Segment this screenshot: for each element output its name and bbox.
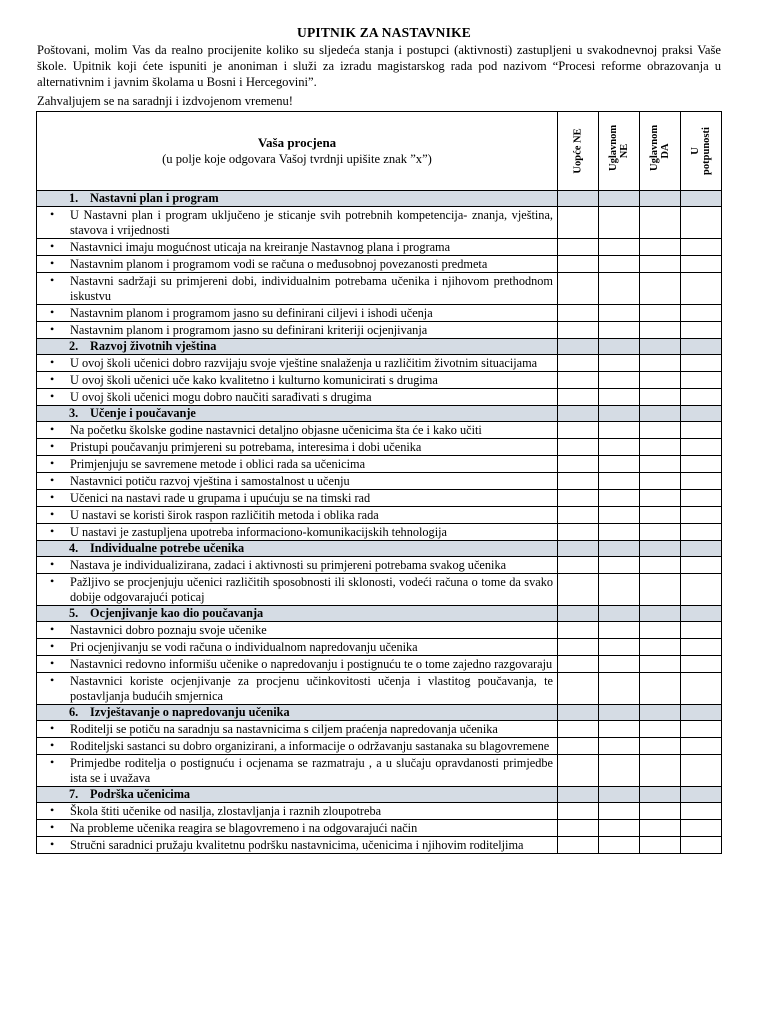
- question-row: [37, 256, 722, 273]
- answer-cell[interactable]: [558, 273, 599, 305]
- question-cell: [37, 473, 558, 490]
- answer-cell[interactable]: [640, 524, 681, 541]
- answer-cell[interactable]: [558, 256, 599, 273]
- section-header-row: [37, 339, 722, 355]
- answer-cell[interactable]: [640, 239, 681, 256]
- question-text: Pri ocjenjivanju se vodi računa o individualnom napredovanju učenika: [70, 640, 418, 654]
- answer-cell[interactable]: [599, 803, 640, 820]
- bullet-icon: •: [50, 389, 55, 403]
- section-option-cell: [558, 541, 599, 557]
- answer-cell[interactable]: [558, 673, 599, 705]
- answer-cell[interactable]: [681, 837, 722, 854]
- section-option-cell: [599, 705, 640, 721]
- answer-cell[interactable]: [558, 389, 599, 406]
- answer-cell[interactable]: [640, 256, 681, 273]
- document-title: UPITNIK ZA NASTAVNIKE: [297, 25, 471, 40]
- question-cell: [37, 820, 558, 837]
- section-option-cell: [558, 406, 599, 422]
- section-name: Izvještavanje o napredovanju učenika: [90, 705, 290, 719]
- answer-cell[interactable]: [640, 820, 681, 837]
- question-text: Nastavnici koriste ocjenjivanje za procjenu učinkovitosti učenja i vlastitog poučavanja, te postavljanja budućih smjernica: [70, 674, 553, 703]
- section-header-row: [37, 705, 722, 721]
- question-row: [37, 656, 722, 673]
- question-text: U ovoj školi učenici uče kako kvalitetno i kulturno komunicirati s drugima: [70, 373, 438, 387]
- question-cell: [37, 803, 558, 820]
- question-row: [37, 738, 722, 755]
- question-row: [37, 673, 722, 705]
- answer-cell[interactable]: [640, 574, 681, 606]
- answer-cell[interactable]: [640, 755, 681, 787]
- answer-cell[interactable]: [558, 473, 599, 490]
- question-cell: [37, 574, 558, 606]
- section-option-cell: [558, 339, 599, 355]
- answer-cell[interactable]: [558, 322, 599, 339]
- answer-cell[interactable]: [681, 456, 722, 473]
- section-title: [37, 705, 558, 721]
- option-header-none: [558, 112, 599, 191]
- bullet-icon: •: [50, 490, 55, 504]
- section-header-row: [37, 191, 722, 207]
- question-row: [37, 207, 722, 239]
- section-title: [37, 339, 558, 355]
- section-name: Ocjenjivanje kao dio poučavanja: [90, 606, 264, 620]
- question-text: U nastavi se koristi širok raspon različitih metoda i oblika rada: [70, 508, 379, 522]
- question-text: Nastavnici redovno informišu učenike o napredovanju i postignuću te o tome zajedno razgovaraju: [70, 657, 553, 671]
- assessment-instruction: (u polje koje odgovara Vašoj tvrdnji upišite znak ”x”): [162, 152, 432, 166]
- question-cell: [37, 439, 558, 456]
- answer-cell[interactable]: [681, 256, 722, 273]
- answer-cell[interactable]: [640, 507, 681, 524]
- section-option-cell: [640, 705, 681, 721]
- answer-cell[interactable]: [558, 507, 599, 524]
- bullet-icon: •: [50, 755, 55, 769]
- question-text: Nastavnim planom i programom jasno su definirani ciljevi i ishodi učenja: [70, 306, 433, 320]
- answer-cell[interactable]: [640, 372, 681, 389]
- question-row: [37, 622, 722, 639]
- option-header-mostly-yes: [640, 112, 681, 191]
- question-text: Škola štiti učenike od nasilja, zlostavljanja i raznih zloupotreba: [70, 804, 382, 818]
- question-row: [37, 820, 722, 837]
- option-label: Uopće NE: [572, 128, 584, 174]
- bullet-icon: •: [50, 372, 55, 386]
- bullet-icon: •: [50, 439, 55, 453]
- answer-cell[interactable]: [640, 473, 681, 490]
- question-row: [37, 837, 722, 854]
- option-header-fully: [681, 112, 722, 191]
- question-text: U ovoj školi učenici mogu dobro naučiti sarađivati s drugima: [70, 390, 372, 404]
- answer-cell[interactable]: [599, 305, 640, 322]
- intro-paragraph: [37, 42, 721, 90]
- answer-cell[interactable]: [681, 721, 722, 738]
- answer-cell[interactable]: [558, 557, 599, 574]
- bullet-icon: •: [50, 507, 55, 521]
- section-option-cell: [640, 339, 681, 355]
- answer-cell[interactable]: [681, 803, 722, 820]
- section-title: [37, 406, 558, 422]
- answer-cell[interactable]: [681, 656, 722, 673]
- question-row: [37, 490, 722, 507]
- answer-cell[interactable]: [681, 673, 722, 705]
- section-option-cell: [599, 606, 640, 622]
- answer-cell[interactable]: [558, 721, 599, 738]
- answer-cell[interactable]: [640, 738, 681, 755]
- answer-cell[interactable]: [681, 273, 722, 305]
- answer-cell[interactable]: [558, 837, 599, 854]
- answer-cell[interactable]: [640, 490, 681, 507]
- section-number: 3.: [69, 406, 79, 420]
- question-text: Stručni saradnici pružaju kvalitetnu podršku nastavnicima, učenicima i njihovim roditeljima: [70, 838, 524, 852]
- answer-cell[interactable]: [599, 673, 640, 705]
- answer-cell[interactable]: [681, 820, 722, 837]
- section-header-row: [37, 541, 722, 557]
- answer-cell[interactable]: [640, 439, 681, 456]
- question-cell: [37, 673, 558, 705]
- question-row: [37, 507, 722, 524]
- answer-cell[interactable]: [599, 755, 640, 787]
- answer-cell[interactable]: [558, 820, 599, 837]
- question-cell: [37, 639, 558, 656]
- answer-cell[interactable]: [640, 389, 681, 406]
- question-row: [37, 422, 722, 439]
- question-cell: [37, 389, 558, 406]
- answer-cell[interactable]: [558, 738, 599, 755]
- section-number: 4.: [69, 541, 79, 555]
- section-option-cell: [681, 191, 722, 207]
- answer-cell[interactable]: [599, 372, 640, 389]
- question-row: [37, 439, 722, 456]
- answer-cell[interactable]: [681, 305, 722, 322]
- section-option-cell: [681, 606, 722, 622]
- answer-cell[interactable]: [640, 305, 681, 322]
- option-header-mostly-no: [599, 112, 640, 191]
- answer-cell[interactable]: [558, 656, 599, 673]
- question-cell: [37, 372, 558, 389]
- answer-cell[interactable]: [599, 473, 640, 490]
- answer-cell[interactable]: [599, 656, 640, 673]
- bullet-icon: •: [50, 207, 55, 221]
- section-option-cell: [681, 339, 722, 355]
- thanks-text: Zahvaljujem se na saradnji i izdvojenom vremenu!: [37, 94, 293, 108]
- answer-cell[interactable]: [681, 239, 722, 256]
- question-row: [37, 755, 722, 787]
- table-header-row: [37, 112, 722, 191]
- answer-cell[interactable]: [599, 622, 640, 639]
- answer-cell[interactable]: [640, 207, 681, 239]
- section-option-cell: [640, 541, 681, 557]
- question-cell: [37, 622, 558, 639]
- section-option-cell: [599, 406, 640, 422]
- answer-cell[interactable]: [558, 439, 599, 456]
- question-cell: [37, 557, 558, 574]
- bullet-icon: •: [50, 639, 55, 653]
- section-number: 5.: [69, 606, 79, 620]
- answer-cell[interactable]: [640, 322, 681, 339]
- answer-cell[interactable]: [558, 490, 599, 507]
- section-header-row: [37, 606, 722, 622]
- section-title: [37, 191, 558, 207]
- bullet-icon: •: [50, 322, 55, 336]
- option-label: U potpunosti: [690, 127, 712, 175]
- answer-cell[interactable]: [681, 207, 722, 239]
- section-option-cell: [681, 705, 722, 721]
- section-title: [37, 541, 558, 557]
- bullet-icon: •: [50, 803, 55, 817]
- question-cell: [37, 273, 558, 305]
- assessment-title: Vaša procjena: [257, 135, 337, 150]
- question-cell: [37, 305, 558, 322]
- answer-cell[interactable]: [599, 422, 640, 439]
- question-cell: [37, 239, 558, 256]
- section-name: Nastavni plan i program: [90, 191, 219, 205]
- answer-cell[interactable]: [599, 207, 640, 239]
- question-row: [37, 639, 722, 656]
- answer-cell[interactable]: [681, 490, 722, 507]
- question-cell: [37, 656, 558, 673]
- question-text: Nastavnim planom i programom vodi se računa o međusobnoj povezanosti predmeta: [70, 257, 488, 271]
- question-row: [37, 803, 722, 820]
- section-title: [37, 606, 558, 622]
- question-row: [37, 473, 722, 490]
- answer-cell[interactable]: [640, 557, 681, 574]
- question-text: Roditeljski sastanci su dobro organizirani, a informacije o održavanju sastanaka su blagovremene: [70, 739, 550, 753]
- answer-cell[interactable]: [681, 422, 722, 439]
- answer-cell[interactable]: [681, 439, 722, 456]
- answer-cell[interactable]: [558, 456, 599, 473]
- answer-cell[interactable]: [681, 639, 722, 656]
- question-text: Nastavni sadržaji su primjereni dobi, individualnim potrebama učenika i njihovom prethodnom iskustvu: [70, 274, 553, 303]
- section-option-cell: [640, 606, 681, 622]
- answer-cell[interactable]: [599, 239, 640, 256]
- section-option-cell: [558, 787, 599, 803]
- question-row: [37, 721, 722, 738]
- answer-cell[interactable]: [558, 355, 599, 372]
- bullet-icon: •: [50, 574, 55, 588]
- answer-cell[interactable]: [681, 473, 722, 490]
- answer-cell[interactable]: [599, 574, 640, 606]
- answer-cell[interactable]: [558, 574, 599, 606]
- section-title: [37, 787, 558, 803]
- section-option-cell: [599, 541, 640, 557]
- answer-cell[interactable]: [640, 673, 681, 705]
- question-cell: [37, 422, 558, 439]
- section-name: Učenje i poučavanje: [90, 406, 196, 420]
- question-text: Pristupi poučavanju primjereni su potrebama, interesima i dobi učenika: [70, 440, 422, 454]
- answer-cell[interactable]: [558, 305, 599, 322]
- answer-cell[interactable]: [599, 439, 640, 456]
- answer-cell[interactable]: [599, 256, 640, 273]
- answer-cell[interactable]: [599, 524, 640, 541]
- answer-cell[interactable]: [681, 755, 722, 787]
- question-row: [37, 557, 722, 574]
- intro-text: Poštovani, molim Vas da realno procijenite koliko su sljedeća stanja i postupci (aktivnosti) zastupljeni u svakodnevnoj praksi Vaše škole. Upitnik koji ćete ispuniti je anoniman i služi za izradu magistarskog rada pod nazivom “Procesi reforme obrazovanja u alternativnim i javnim školama u Bosni i Hercegovini”.: [37, 43, 721, 89]
- answer-cell[interactable]: [640, 656, 681, 673]
- answer-cell[interactable]: [681, 372, 722, 389]
- section-header-row: [37, 787, 722, 803]
- question-text: Na probleme učenika reagira se blagovremeno i na odgovarajući način: [70, 821, 418, 835]
- assessment-header: [37, 112, 558, 191]
- answer-cell[interactable]: [558, 524, 599, 541]
- answer-cell[interactable]: [599, 507, 640, 524]
- section-number: 2.: [69, 339, 79, 353]
- question-row: [37, 273, 722, 305]
- bullet-icon: •: [50, 239, 55, 253]
- question-row: [37, 239, 722, 256]
- section-option-cell: [681, 541, 722, 557]
- bullet-icon: •: [50, 355, 55, 369]
- section-header-row: [37, 406, 722, 422]
- bullet-icon: •: [50, 256, 55, 270]
- answer-cell[interactable]: [640, 622, 681, 639]
- question-text: Nastavnici imaju mogućnost uticaja na kreiranje Nastavnog plana i programa: [70, 240, 451, 254]
- section-name: Podrška učenicima: [90, 787, 191, 801]
- section-option-cell: [640, 191, 681, 207]
- question-text: Nastavnici potiču razvoj vještina i samostalnost u učenju: [70, 474, 350, 488]
- answer-cell[interactable]: [558, 803, 599, 820]
- bullet-icon: •: [50, 273, 55, 287]
- section-option-cell: [599, 787, 640, 803]
- question-cell: [37, 721, 558, 738]
- question-row: [37, 305, 722, 322]
- question-text: U nastavi je zastupljena upotreba informaciono-komunikacijskih tehnologija: [70, 525, 448, 539]
- section-number: 6.: [69, 705, 79, 719]
- answer-cell[interactable]: [558, 372, 599, 389]
- answer-cell[interactable]: [640, 422, 681, 439]
- answer-cell[interactable]: [640, 803, 681, 820]
- section-number: 1.: [69, 191, 79, 205]
- section-name: Individualne potrebe učenika: [90, 541, 245, 555]
- answer-cell[interactable]: [599, 837, 640, 854]
- answer-cell[interactable]: [681, 557, 722, 574]
- answer-cell[interactable]: [681, 738, 722, 755]
- question-cell: [37, 490, 558, 507]
- section-option-cell: [681, 787, 722, 803]
- answer-cell[interactable]: [640, 355, 681, 372]
- bullet-icon: •: [50, 557, 55, 571]
- bullet-icon: •: [50, 837, 55, 851]
- answer-cell[interactable]: [558, 422, 599, 439]
- option-label: Uglavnom DA: [649, 124, 671, 171]
- question-text: Pažljivo se procjenjuju učenici različitih sposobnosti ili sklonosti, vodeći računa o tome da svako dobije odgovarajući poticaj: [70, 575, 553, 604]
- answer-cell[interactable]: [640, 273, 681, 305]
- question-cell: [37, 507, 558, 524]
- section-option-cell: [599, 339, 640, 355]
- question-text: Primjenjuju se savremene metode i oblici rada sa učenicima: [70, 457, 366, 471]
- answer-cell[interactable]: [599, 355, 640, 372]
- question-row: [37, 574, 722, 606]
- section-option-cell: [558, 705, 599, 721]
- bullet-icon: •: [50, 305, 55, 319]
- answer-cell[interactable]: [558, 239, 599, 256]
- section-name: Razvoj životnih vještina: [90, 339, 217, 353]
- question-row: [37, 372, 722, 389]
- question-cell: [37, 322, 558, 339]
- bullet-icon: •: [50, 422, 55, 436]
- answer-cell[interactable]: [599, 456, 640, 473]
- question-text: Na početku školske godine nastavnici detaljno objasne učenicima šta će i kako učiti: [70, 423, 482, 437]
- question-cell: [37, 837, 558, 854]
- section-option-cell: [640, 406, 681, 422]
- bullet-icon: •: [50, 656, 55, 670]
- question-cell: [37, 738, 558, 755]
- section-option-cell: [558, 191, 599, 207]
- question-text: Roditelji se potiču na saradnju sa nastavnicima s ciljem praćenja napredovanja učenika: [70, 722, 498, 736]
- answer-cell[interactable]: [599, 490, 640, 507]
- question-text: U ovoj školi učenici dobro razvijaju svoje vještine snalaženja u različitim životnim situacijama: [70, 356, 538, 370]
- answer-cell[interactable]: [681, 389, 722, 406]
- section-number: 7.: [69, 787, 79, 801]
- section-option-cell: [558, 606, 599, 622]
- section-option-cell: [681, 406, 722, 422]
- answer-cell[interactable]: [681, 622, 722, 639]
- question-cell: [37, 256, 558, 273]
- answer-cell[interactable]: [599, 721, 640, 738]
- bullet-icon: •: [50, 820, 55, 834]
- question-row: [37, 456, 722, 473]
- bullet-icon: •: [50, 673, 55, 687]
- option-label: Uglavnom NE: [608, 124, 630, 171]
- question-text: Nastavnim planom i programom jasno su definirani kriteriji ocjenjivanja: [70, 323, 428, 337]
- answer-cell[interactable]: [640, 837, 681, 854]
- bullet-icon: •: [50, 622, 55, 636]
- answer-cell[interactable]: [599, 738, 640, 755]
- bullet-icon: •: [50, 456, 55, 470]
- question-row: [37, 355, 722, 372]
- question-text: Primjedbe roditelja o postignuću i ocjenama se razmatraju , a u slučaju opravdanosti primjedbe ista se i uvažava: [70, 756, 553, 785]
- answer-cell[interactable]: [640, 456, 681, 473]
- question-cell: [37, 456, 558, 473]
- answer-cell[interactable]: [558, 622, 599, 639]
- answer-cell[interactable]: [558, 207, 599, 239]
- question-row: [37, 322, 722, 339]
- questionnaire-table: [36, 111, 722, 854]
- question-cell: [37, 524, 558, 541]
- bullet-icon: •: [50, 524, 55, 538]
- bullet-icon: •: [50, 721, 55, 735]
- section-option-cell: [599, 191, 640, 207]
- question-cell: [37, 755, 558, 787]
- answer-cell[interactable]: [681, 355, 722, 372]
- answer-cell[interactable]: [599, 322, 640, 339]
- answer-cell[interactable]: [558, 639, 599, 656]
- question-text: Učenici na nastavi rade u grupama i upućuju se na timski rad: [70, 491, 371, 505]
- answer-cell[interactable]: [558, 755, 599, 787]
- section-option-cell: [640, 787, 681, 803]
- question-text: U Nastavni plan i program uključeno je sticanje svih potrebnih kompetencija- znanja, vještina, stavova i vrijednosti: [70, 208, 553, 237]
- bullet-icon: •: [50, 473, 55, 487]
- question-row: [37, 524, 722, 541]
- answer-cell[interactable]: [599, 557, 640, 574]
- answer-cell[interactable]: [599, 820, 640, 837]
- answer-cell[interactable]: [681, 322, 722, 339]
- answer-cell[interactable]: [599, 389, 640, 406]
- answer-cell[interactable]: [681, 524, 722, 541]
- question-text: Nastavnici dobro poznaju svoje učenike: [70, 623, 267, 637]
- answer-cell[interactable]: [599, 639, 640, 656]
- question-cell: [37, 355, 558, 372]
- bullet-icon: •: [50, 738, 55, 752]
- answer-cell[interactable]: [681, 507, 722, 524]
- answer-cell[interactable]: [681, 574, 722, 606]
- question-row: [37, 389, 722, 406]
- answer-cell[interactable]: [599, 273, 640, 305]
- question-cell: [37, 207, 558, 239]
- answer-cell[interactable]: [640, 721, 681, 738]
- answer-cell[interactable]: [640, 639, 681, 656]
- question-text: Nastava je individualizirana, zadaci i aktivnosti su primjereni potrebama svakog učenika: [70, 558, 507, 572]
